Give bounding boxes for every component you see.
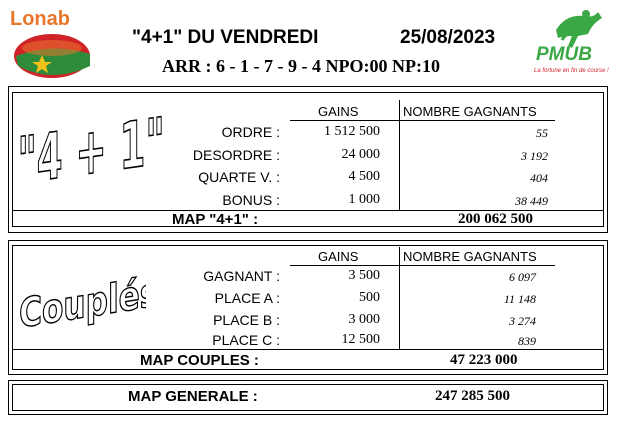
row-winners: 3 274 (509, 314, 536, 328)
col-header-gains: GAINS (318, 249, 359, 264)
pmub-logo (528, 8, 618, 78)
row-winners: 38 449 (515, 194, 548, 208)
row-label: PLACE C : (212, 332, 280, 348)
col-header-winners: NOMBRE GAGNANTS (403, 104, 537, 119)
svg-text:Couplés: Couplés (19, 269, 146, 338)
pmub-slogan: La fortune en fin de course ! (534, 68, 609, 74)
total-inner (12, 384, 604, 411)
pmub-logo-text: PMUB (536, 44, 592, 65)
map-separator (12, 349, 604, 350)
arrival-line: ARR : 6 - 1 - 7 - 9 - 4 NPO:00 NP:10 (162, 56, 440, 76)
row-gain: 24 000 (341, 147, 380, 162)
column-divider (399, 247, 400, 349)
quatre-plus-un-badge (14, 112, 164, 202)
row-winners: 839 (518, 334, 536, 348)
col-header-winners: NOMBRE GAGNANTS (403, 249, 537, 264)
row-gain: 1 512 500 (324, 124, 380, 139)
row-label: DESORDRE : (192, 147, 280, 163)
lonab-logo-text: Lonab (10, 8, 70, 30)
row-gain: 12 500 (341, 332, 380, 347)
map-generale-value: 247 285 500 (435, 388, 510, 404)
row-gain: 4 500 (348, 169, 380, 184)
row-gain: 3 500 (348, 268, 380, 283)
map-generale-label: MAP GENERALE : (128, 388, 258, 405)
row-label: PLACE B : (213, 312, 280, 328)
row-label: ORDRE : (221, 124, 280, 140)
header-underline (290, 120, 555, 121)
couples-badge (16, 268, 146, 340)
map-quatre-plus-un-label: MAP "4+1" : (172, 211, 259, 228)
row-winners: 55 (536, 126, 548, 140)
row-label: QUARTE V. : (198, 169, 280, 185)
row-gain: 500 (359, 290, 380, 305)
map-couples-label: MAP COUPLES : (140, 352, 259, 369)
row-winners: 11 148 (503, 292, 536, 306)
lonab-logo (4, 4, 100, 82)
header-underline (290, 265, 555, 266)
row-winners: 404 (530, 171, 548, 185)
row-gain: 1 000 (348, 192, 380, 207)
draw-date: 25/08/2023 (400, 27, 496, 48)
svg-text:"4 + 1": "4 + 1" (17, 112, 164, 200)
row-label: GAGNANT : (203, 268, 280, 284)
col-header-gains: GAINS (318, 104, 359, 119)
row-label: BONUS : (222, 192, 280, 208)
draw-title: "4+1" DU VENDREDI (132, 27, 319, 48)
row-winners: 3 192 (521, 149, 548, 163)
map-couples-value: 47 223 000 (450, 352, 518, 368)
column-divider (399, 100, 400, 210)
map-quatre-plus-un-value: 200 062 500 (458, 211, 533, 227)
row-gain: 3 000 (348, 312, 380, 327)
row-label: PLACE A : (214, 290, 280, 306)
row-winners: 6 097 (509, 270, 536, 284)
